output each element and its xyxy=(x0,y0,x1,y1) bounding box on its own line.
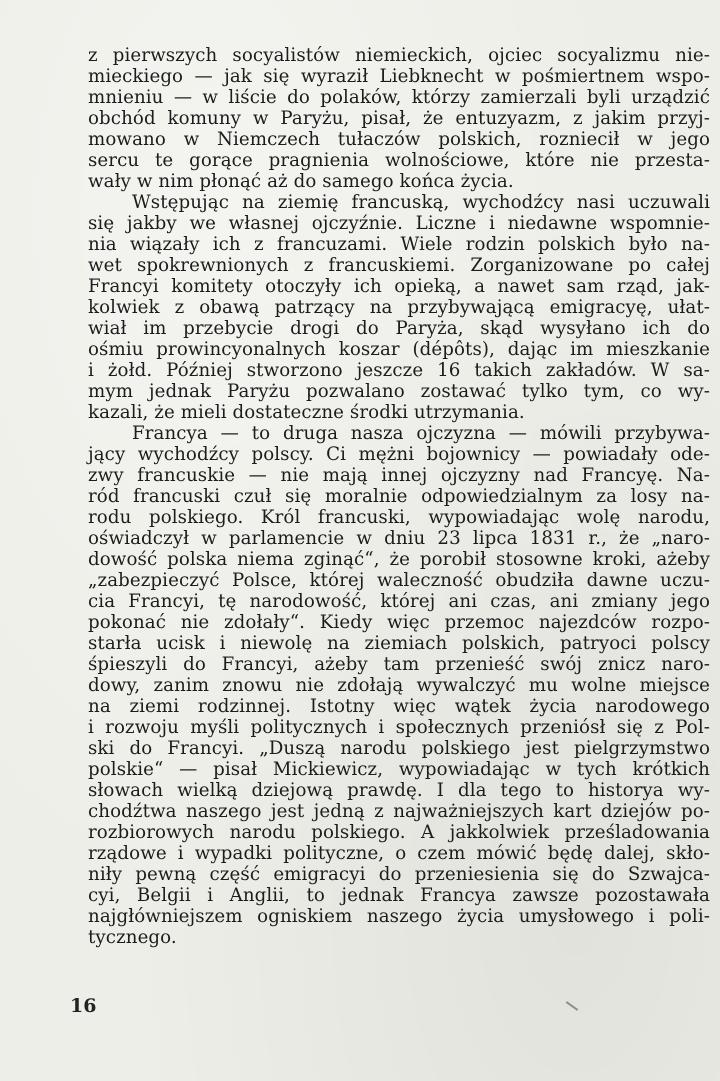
text-line: zwy francuskie — nie mają innej ojczyzny nad Francyę. Na- xyxy=(88,465,710,486)
text-line: ski do Francyi. „Duszą narodu polskiego jest pielgrzymstwo xyxy=(88,738,710,759)
text-line: chodźtwa naszego jest jedną z najważniejszych kart dziejów po- xyxy=(88,801,710,822)
text-line: jący wychodźcy polscy. Ci mężni bojownicy — powiadały ode- xyxy=(88,444,710,465)
text-line: tycznego. xyxy=(88,927,177,948)
text-line: polskie“ — pisał Mickiewicz, wypowiadając w tych krótkich xyxy=(88,759,710,780)
text-line: obchód komuny w Paryżu, pisał, że entuzyazm, z jakim przyj- xyxy=(88,108,710,129)
page-number: 16 xyxy=(70,995,97,1017)
text-line: i żołd. Później stworzono jeszcze 16 takich zakładów. W sa- xyxy=(88,360,710,381)
text-line: rodu polskiego. Król francuski, wypowiadając wolę narodu, xyxy=(88,507,710,528)
text-line: wiał im przebycie drogi do Paryża, skąd wysyłano ich do xyxy=(88,318,710,339)
paper-mark xyxy=(566,1001,579,1011)
text-line: z pierwszych socyalistów niemieckich, ojciec socyalizmu nie- xyxy=(88,45,710,66)
paragraph-start-line: Wstępując na ziemię francuską, wychodźcy nasi uczuwali xyxy=(132,192,710,213)
text-line: i rozwoju myśli politycznych i społecznych przeniósł się z Pol- xyxy=(88,717,710,738)
text-line: rozbiorowych narodu polskiego. A jakkolwiek prześladowania xyxy=(88,822,710,843)
text-line: cyi, Belgii i Anglii, to jednak Francya zawsze pozostawała xyxy=(88,885,710,906)
text-line: mnieniu — w liście do polaków, którzy zamierzali byli urządzić xyxy=(88,87,710,108)
text-line: rządowe i wypadki polityczne, o czem mówić będę dalej, skło- xyxy=(88,843,710,864)
text-line: słowach wielką dziejową prawdę. I dla tego to historya wy- xyxy=(88,780,710,801)
text-line: najgłówniejszem ogniskiem naszego życia umysłowego i poli- xyxy=(88,906,710,927)
text-line: kazali, że mieli dostateczne środki utrzymania. xyxy=(88,402,525,423)
text-line: dowy, zanim znowu nie zdołają wywalczyć mu wolne miejsce xyxy=(88,675,710,696)
text-line: śpieszyli do Francyi, ażeby tam przenieść swój znicz naro- xyxy=(88,654,710,675)
text-line: cia Francyi, tę narodowość, której ani czas, ani zmiany jego xyxy=(88,591,710,612)
body-text xyxy=(88,45,710,948)
text-line: się jakby we własnej ojczyźnie. Liczne i niedawne wspomnie- xyxy=(88,213,710,234)
text-line: starła ucisk i niewolę na ziemiach polskich, patryoci polscy xyxy=(88,633,710,654)
text-line: ośmiu prowincyonalnych koszar (dépôts), dając im mieszkanie xyxy=(88,339,710,360)
text-line: na ziemi rodzinnej. Istotny więc wątek życia narodowego xyxy=(88,696,710,717)
text-line: wet spokrewnionych z francuskiemi. Zorganizowane po całej xyxy=(88,255,710,276)
text-line: nia wiązały ich z francuzami. Wiele rodzin polskich było na- xyxy=(88,234,710,255)
text-line: sercu te gorące pragnienia wolnościowe, które nie przesta- xyxy=(88,150,710,171)
text-line: kolwiek z obawą patrzący na przybywającą emigracyę, ułat- xyxy=(88,297,710,318)
text-line: niły pewną część emigracyi do przeniesienia się do Szwajca- xyxy=(88,864,710,885)
text-line: mieckiego — jak się wyraził Liebknecht w pośmiertnem wspo- xyxy=(88,66,710,87)
text-line: dowość polska niema zginąć“, że porobił stosowne kroki, ażeby xyxy=(88,549,710,570)
text-line: pokonać nie zdołały“. Kiedy więc przemoc najezdców rozpo- xyxy=(88,612,710,633)
text-line: wały w nim płonąć aż do samego końca życia. xyxy=(88,171,514,192)
text-line: oświadczył w parlamencie w dniu 23 lipca 1831 r., że „naro- xyxy=(88,528,710,549)
paragraph-start-line: Francya — to druga nasza ojczyzna — mówili przybywa- xyxy=(132,423,710,444)
text-line: mowano w Niemczech tułaczów polskich, rozniecił w jego xyxy=(88,129,710,150)
text-line: ród francuski czuł się moralnie odpowiedzialnym za losy na- xyxy=(88,486,710,507)
text-line: mym jednak Paryżu pozwalano zostawać tylko tym, co wy- xyxy=(88,381,710,402)
text-line: „zabezpieczyć Polsce, której waleczność obudziła dawne uczu- xyxy=(88,570,710,591)
text-line: Francyi komitety otoczyły ich opieką, a nawet sam rząd, jak- xyxy=(88,276,710,297)
